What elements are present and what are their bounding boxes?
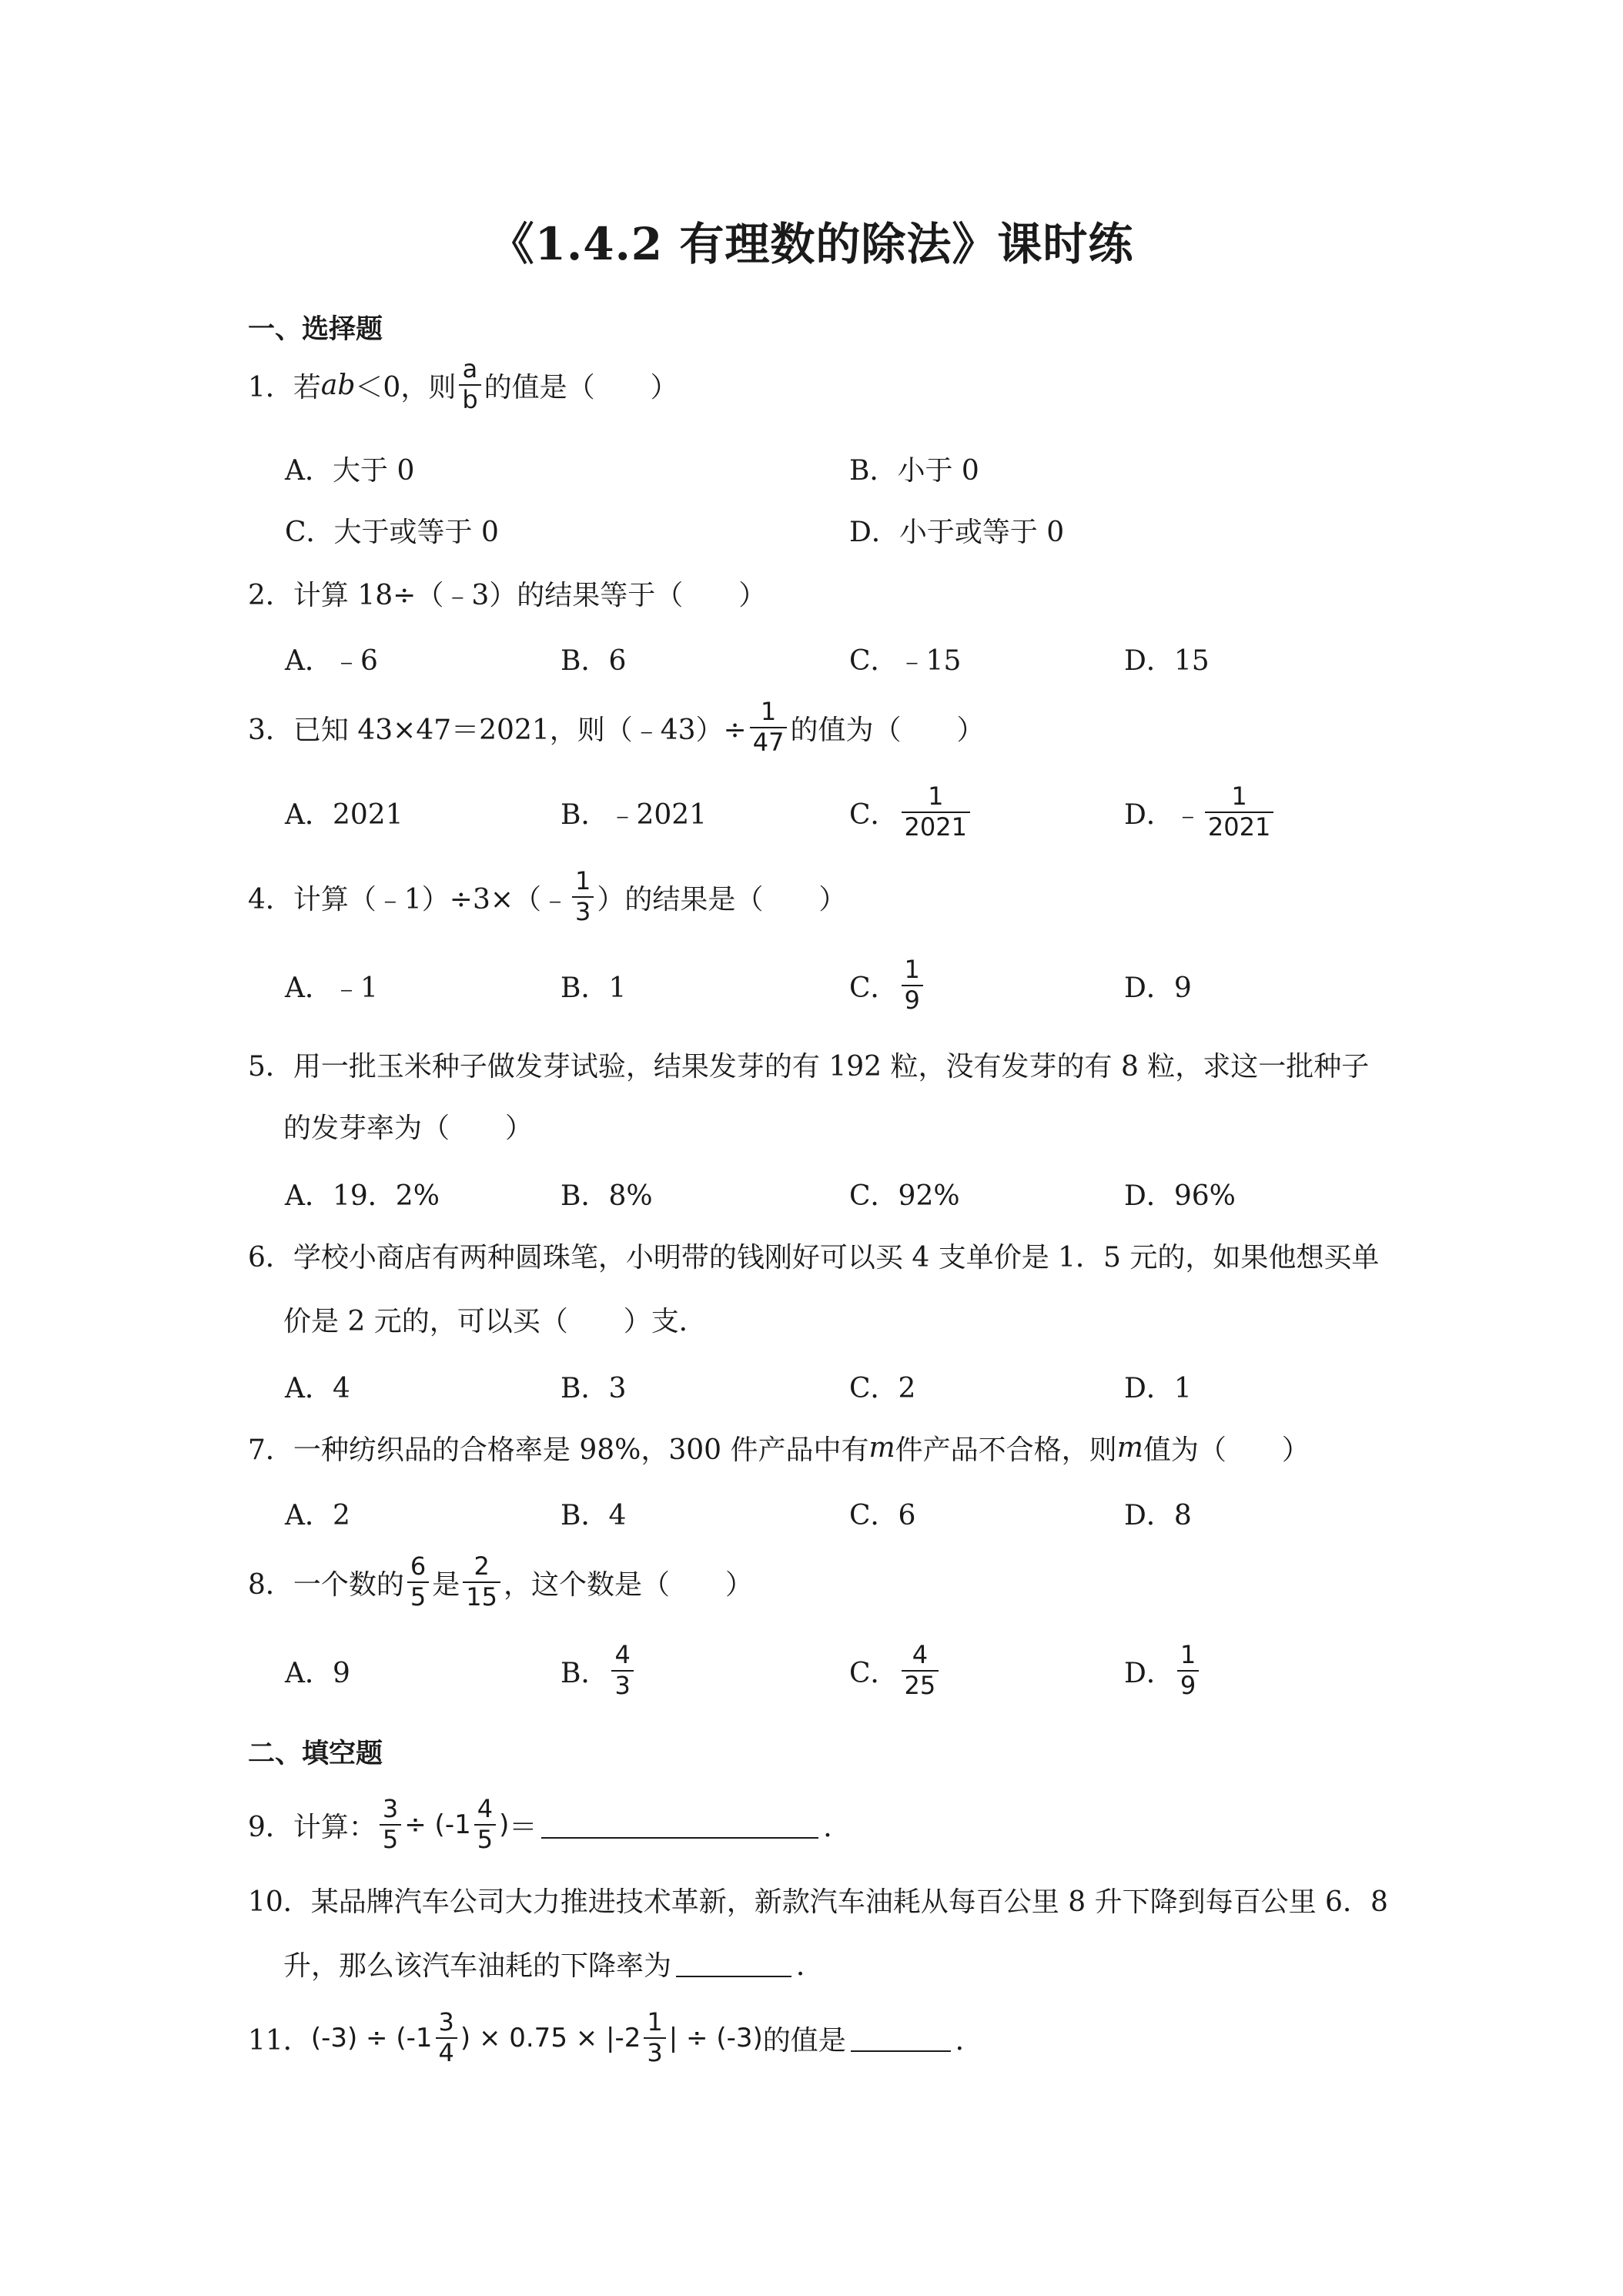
q8-f2-num: 2 [474,1551,490,1581]
q3-optc-den: 2021 [902,812,970,841]
q1-var: ab [320,369,356,401]
q2-option-b: B．6 [561,644,627,677]
q4-optc-fraction [902,957,923,1013]
q6-option-a: A．4 [285,1372,350,1404]
q8-post: ，这个数是（ ） [504,1568,754,1601]
q9-fraction-1 [380,1796,401,1853]
q6-option-c: C．2 [849,1372,916,1404]
q9-f1-den: 5 [380,1824,401,1853]
q8-optd-num: 1 [1180,1640,1196,1670]
q10-line2-text: 升，那么该汽车油耗的下降率为 [283,1950,672,1982]
q8-optc-label: C． [849,1657,899,1689]
question-10-line-1: 10．某品牌汽车公司大力推进技术革新，新款汽车油耗从每百公里 8 升下降到每百公里 6．8 [248,1886,1388,1918]
q4-optc-label: C． [849,972,899,1004]
question-3 [248,697,985,757]
q11-f2-num: 1 [647,2007,663,2037]
question-9 [248,1794,852,1854]
q3-option-a: A．2021 [285,798,403,831]
page-title: 《1.4.2 有理数的除法》课时练 [489,218,1134,270]
q11-post: 的值是 [762,2024,846,2057]
q3-optd-den: 2021 [1205,812,1273,841]
question-2: 2．计算 18÷（﹣3）的结果等于（ ） [248,579,767,611]
q8-option-d [1124,1640,1202,1702]
q9-eq: ＝ [509,1811,537,1843]
q1-frac-num: a [462,354,478,384]
q9-fraction-2 [474,1796,496,1853]
q6-option-d: D．1 [1124,1372,1192,1404]
q3-optd-label: D． [1124,798,1174,831]
q7-pre: 7．一种纺织品的合格率是 98%，300 件产品中有 [248,1434,869,1466]
q2-option-d: D．15 [1124,644,1210,677]
q7-post: 值为（ ） [1143,1434,1310,1466]
q7-mid: 件产品不合格，则 [895,1434,1117,1466]
q8-f1-num: 6 [410,1551,427,1581]
q11-pre: 11． [248,2024,311,2057]
q11-answer-blank[interactable] [851,2024,951,2052]
q7-option-b: B．4 [561,1499,627,1531]
q3-option-d [1124,782,1277,843]
q3-optd-fraction [1205,784,1273,840]
q1-post: 的值是（ ） [484,371,678,403]
q9-f1-num: 3 [382,1794,399,1824]
q8-option-a: A．9 [285,1657,350,1689]
question-6-line-2: 价是 2 元的，可以买（ ）支． [283,1305,707,1337]
q1-option-b: B．小于 0 [849,454,979,487]
q8-pre: 8．一个数的 [248,1568,404,1601]
q7-option-c: C．6 [849,1499,916,1531]
q8-optd-fraction [1177,1642,1199,1699]
q9-f2-den: 5 [474,1824,496,1853]
q7-option-a: A．2 [285,1499,350,1531]
q11-expr-part-1: (-3) ÷ (-1 [310,2023,433,2053]
q4-optc-num: 1 [904,955,920,985]
q5-option-c: C．92% [849,1180,960,1212]
q1-frac-den: b [459,384,480,413]
q7-var-2: m [1116,1431,1143,1464]
q3-optd-num: 1 [1231,782,1247,812]
question-11 [248,2007,983,2067]
question-4 [248,866,847,926]
question-10-line-2 [283,1936,824,1990]
q9-f2-num: 4 [477,1794,494,1824]
q8-optb-den: 3 [611,1670,633,1699]
q8-fraction-1 [407,1551,429,1612]
q8-f1-den: 5 [407,1581,429,1611]
q3-option-b: B．﹣2021 [561,798,708,831]
q2-option-a: A．﹣6 [285,644,378,677]
q8-optc-num: 4 [912,1640,929,1670]
q9-op: ÷ (-1 [404,1809,471,1840]
q3-frac-den: 47 [750,727,788,756]
question-8 [248,1551,754,1612]
q3-optc-fraction [902,784,970,840]
q8-option-c [849,1640,942,1702]
q4-optc-den: 9 [902,985,923,1014]
question-5-line-2: 的发芽率为（ ） [283,1112,534,1144]
q8-optb-fraction [611,1642,633,1699]
q1-fraction [459,356,480,413]
q11-f2-den: 3 [644,2037,665,2067]
q11-expr-part-2: ) × 0.75 × |-2 [460,2023,641,2053]
q1-mid: ＜0，则 [355,371,457,403]
q3-optc-label: C． [849,798,899,831]
q9-pre: 9．计算： [248,1811,376,1843]
q6-option-b: B．3 [561,1372,627,1404]
q8-optc-fraction [902,1642,939,1699]
q5-option-b: B．8% [561,1180,653,1212]
q3-frac-num: 1 [760,697,777,727]
q8-option-b [561,1640,637,1702]
q8-f2-den: 15 [463,1581,500,1611]
q11-fraction-1 [436,2007,457,2067]
q1-option-c: C．大于或等于 0 [285,516,499,548]
q3-fraction [750,699,788,755]
q8-optc-den: 25 [902,1670,939,1699]
q4-frac-num: 1 [575,866,591,896]
q8-optd-label: D． [1124,1657,1174,1689]
q9-close: ) [499,1809,510,1840]
section-heading-choice: 一、选择题 [248,313,383,345]
question-6-line-1: 6．学校小商店有两种圆珠笔，小明带的钱刚好可以买 4 支单价是 1．5 元的，如果他想买单 [248,1241,1380,1274]
q9-end: ． [823,1811,852,1843]
q4-fraction [572,866,594,926]
q11-expr-part-3: | ÷ (-3) [668,2023,763,2053]
q4-option-c [849,955,926,1016]
q7-option-d: D．8 [1124,1499,1192,1531]
q11-f1-num: 3 [438,2007,454,2037]
section-heading-fill: 二、填空题 [248,1738,383,1769]
q4-pre: 4．计算（﹣1）÷3×（﹣ [248,883,570,915]
q11-f1-den: 4 [436,2037,457,2067]
q3-post: 的值为（ ） [790,714,985,746]
q8-mid: 是 [432,1568,460,1601]
q4-option-d: D．9 [1124,972,1192,1004]
question-1 [248,354,678,414]
question-7 [248,1421,1310,1474]
q8-optb-num: 4 [614,1640,631,1670]
q1-option-d: D．小于或等于 0 [849,516,1065,548]
q9-answer-blank[interactable] [541,1811,818,1839]
q8-optb-label: B． [561,1657,609,1689]
q4-option-a: A．﹣1 [285,972,378,1004]
q4-post: ）的结果是（ ） [597,883,847,915]
q1-option-a: A．大于 0 [285,454,415,487]
q5-option-d: D．96% [1124,1180,1236,1212]
q4-frac-den: 3 [572,896,594,925]
q11-fraction-2 [644,2007,665,2067]
q3-optd-sign: ﹣ [1173,798,1202,831]
q7-var-1: m [868,1431,895,1464]
q5-option-a: A．19．2% [285,1180,440,1212]
q4-option-b: B．1 [561,972,627,1004]
question-5-line-1: 5．用一批玉米种子做发芽试验，结果发芽的有 192 粒，没有发芽的有 8 粒，求这一批种子 [248,1050,1370,1083]
q3-option-c [849,782,973,843]
q2-option-c: C．﹣15 [849,644,962,677]
q1-pre: 1．若 [248,371,321,403]
q10-answer-blank[interactable] [676,1950,791,1977]
q10-end: ． [796,1950,825,1982]
q8-fraction-2 [463,1551,500,1612]
q3-pre: 3．已知 43×47＝2021，则（﹣43）÷ [248,714,747,746]
q8-optd-den: 9 [1177,1670,1199,1699]
q11-end: ． [955,2024,983,2057]
q3-optc-num: 1 [928,782,944,812]
